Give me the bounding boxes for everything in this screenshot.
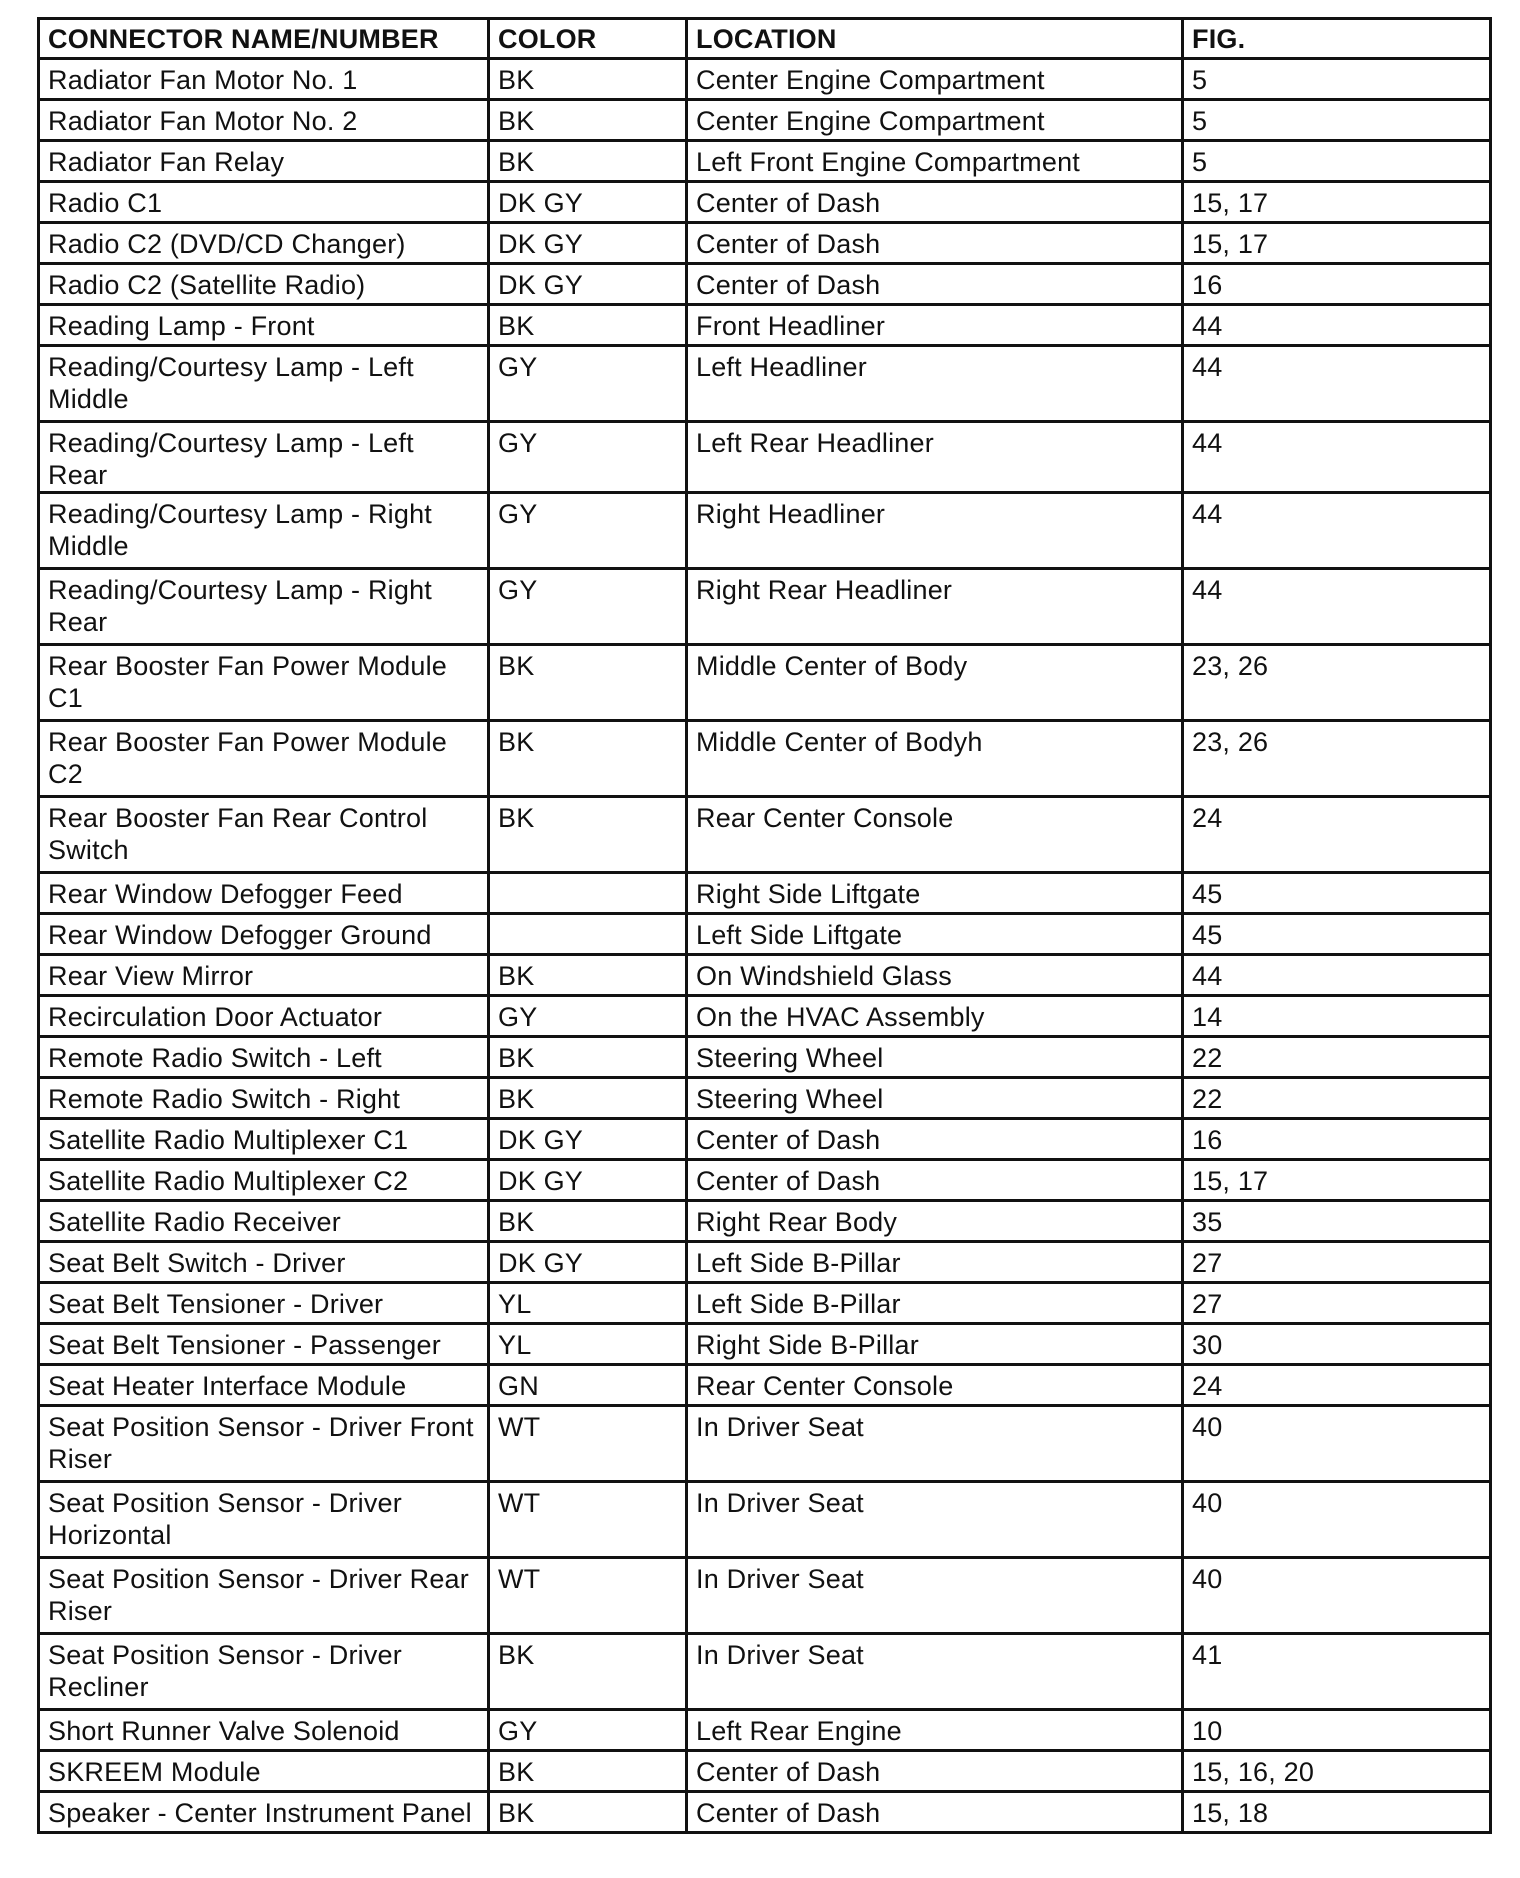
color-cell: DK GY <box>489 1160 687 1201</box>
color-cell: WT <box>489 1406 687 1482</box>
connector-name-cell: Radio C2 (Satellite Radio) <box>39 264 489 305</box>
color-cell: GY <box>489 422 687 493</box>
color-cell: BK <box>489 721 687 797</box>
color-cell: BK <box>489 645 687 721</box>
table-row <box>39 493 1491 569</box>
location-cell: Right Rear Headliner <box>687 569 1183 645</box>
color-cell: YL <box>489 1324 687 1365</box>
location-cell: Steering Wheel <box>687 1037 1183 1078</box>
color-cell: DK GY <box>489 223 687 264</box>
connector-name-cell: Remote Radio Switch - Right <box>39 1078 489 1119</box>
connector-name-cell: Rear Window Defogger Feed <box>39 873 489 914</box>
header-row <box>39 19 1491 59</box>
fig-cell: 44 <box>1183 346 1491 422</box>
connector-name-cell: Recirculation Door Actuator <box>39 996 489 1037</box>
fig-cell: 24 <box>1183 1365 1491 1406</box>
table-row <box>39 1119 1491 1160</box>
table-row <box>39 1792 1491 1833</box>
fig-cell: 27 <box>1183 1283 1491 1324</box>
connector-name-cell: Satellite Radio Receiver <box>39 1201 489 1242</box>
location-cell: Left Headliner <box>687 346 1183 422</box>
fig-cell: 44 <box>1183 955 1491 996</box>
table-row <box>39 305 1491 346</box>
location-cell: In Driver Seat <box>687 1482 1183 1558</box>
connector-name-cell: Short Runner Valve Solenoid <box>39 1710 489 1751</box>
fig-cell: 5 <box>1183 141 1491 182</box>
connector-name-cell: Radiator Fan Motor No. 1 <box>39 59 489 100</box>
connector-name-cell: Reading Lamp - Front <box>39 305 489 346</box>
table-row <box>39 955 1491 996</box>
color-cell: BK <box>489 305 687 346</box>
fig-cell: 45 <box>1183 914 1491 955</box>
table-row <box>39 873 1491 914</box>
connector-name-cell: Radiator Fan Motor No. 2 <box>39 100 489 141</box>
location-cell: In Driver Seat <box>687 1634 1183 1710</box>
fig-cell: 22 <box>1183 1037 1491 1078</box>
table-row <box>39 1558 1491 1634</box>
fig-cell: 5 <box>1183 100 1491 141</box>
table-row <box>39 1710 1491 1751</box>
color-cell: BK <box>489 100 687 141</box>
fig-cell: 44 <box>1183 305 1491 346</box>
table-row <box>39 223 1491 264</box>
location-cell: Left Side Liftgate <box>687 914 1183 955</box>
connector-table-page <box>37 17 1489 1834</box>
table-row <box>39 1751 1491 1792</box>
table-row <box>39 1078 1491 1119</box>
fig-cell: 45 <box>1183 873 1491 914</box>
connector-name-cell: Radiator Fan Relay <box>39 141 489 182</box>
table-row <box>39 996 1491 1037</box>
table-row <box>39 346 1491 422</box>
color-cell: BK <box>489 1751 687 1792</box>
connector-name-cell: Radio C1 <box>39 182 489 223</box>
header-connector-name: CONNECTOR NAME/NUMBER <box>39 19 489 59</box>
table-row <box>39 645 1491 721</box>
connector-name-cell: SKREEM Module <box>39 1751 489 1792</box>
connector-table <box>37 17 1492 1834</box>
fig-cell: 40 <box>1183 1558 1491 1634</box>
color-cell: WT <box>489 1558 687 1634</box>
fig-cell: 15, 18 <box>1183 1792 1491 1833</box>
connector-name-cell: Seat Heater Interface Module <box>39 1365 489 1406</box>
table-row <box>39 1365 1491 1406</box>
connector-name-cell: Seat Position Sensor - Driver Front Riser <box>39 1406 489 1482</box>
color-cell: DK GY <box>489 1242 687 1283</box>
fig-cell: 15, 17 <box>1183 182 1491 223</box>
color-cell: BK <box>489 955 687 996</box>
color-cell: GY <box>489 346 687 422</box>
header-color: COLOR <box>489 19 687 59</box>
connector-name-cell: Satellite Radio Multiplexer C2 <box>39 1160 489 1201</box>
location-cell: Middle Center of Bodyh <box>687 721 1183 797</box>
location-cell: Center Engine Compartment <box>687 59 1183 100</box>
color-cell: WT <box>489 1482 687 1558</box>
fig-cell: 44 <box>1183 422 1491 493</box>
fig-cell: 27 <box>1183 1242 1491 1283</box>
location-cell: Right Side B-Pillar <box>687 1324 1183 1365</box>
connector-name-cell: Satellite Radio Multiplexer C1 <box>39 1119 489 1160</box>
table-row <box>39 1283 1491 1324</box>
fig-cell: 41 <box>1183 1634 1491 1710</box>
table-row <box>39 797 1491 873</box>
table-body <box>39 59 1491 1833</box>
fig-cell: 30 <box>1183 1324 1491 1365</box>
location-cell: Center Engine Compartment <box>687 100 1183 141</box>
fig-cell: 10 <box>1183 1710 1491 1751</box>
table-row <box>39 1482 1491 1558</box>
fig-cell: 44 <box>1183 569 1491 645</box>
location-cell: On Windshield Glass <box>687 955 1183 996</box>
color-cell <box>489 914 687 955</box>
color-cell: BK <box>489 797 687 873</box>
connector-name-cell: Reading/Courtesy Lamp - Right Rear <box>39 569 489 645</box>
table-row <box>39 1634 1491 1710</box>
location-cell: Right Rear Body <box>687 1201 1183 1242</box>
color-cell: BK <box>489 1792 687 1833</box>
table-header <box>39 19 1491 59</box>
connector-name-cell: Seat Belt Tensioner - Driver <box>39 1283 489 1324</box>
fig-cell: 23, 26 <box>1183 645 1491 721</box>
location-cell: Front Headliner <box>687 305 1183 346</box>
location-cell: Left Rear Headliner <box>687 422 1183 493</box>
fig-cell: 16 <box>1183 1119 1491 1160</box>
color-cell: BK <box>489 1634 687 1710</box>
location-cell: Steering Wheel <box>687 1078 1183 1119</box>
fig-cell: 5 <box>1183 59 1491 100</box>
location-cell: Center of Dash <box>687 223 1183 264</box>
connector-name-cell: Speaker - Center Instrument Panel <box>39 1792 489 1833</box>
location-cell: Center of Dash <box>687 264 1183 305</box>
color-cell: GN <box>489 1365 687 1406</box>
connector-name-cell: Reading/Courtesy Lamp - Left Middle <box>39 346 489 422</box>
fig-cell: 15, 17 <box>1183 223 1491 264</box>
table-row <box>39 1037 1491 1078</box>
color-cell: YL <box>489 1283 687 1324</box>
table-row <box>39 1324 1491 1365</box>
table-row <box>39 721 1491 797</box>
table-row <box>39 914 1491 955</box>
color-cell: DK GY <box>489 182 687 223</box>
table-row <box>39 1160 1491 1201</box>
location-cell: Middle Center of Body <box>687 645 1183 721</box>
fig-cell: 15, 16, 20 <box>1183 1751 1491 1792</box>
fig-cell: 24 <box>1183 797 1491 873</box>
fig-cell: 15, 17 <box>1183 1160 1491 1201</box>
header-fig: FIG. <box>1183 19 1491 59</box>
table-row <box>39 182 1491 223</box>
location-cell: Left Front Engine Compartment <box>687 141 1183 182</box>
connector-name-cell: Seat Belt Tensioner - Passenger <box>39 1324 489 1365</box>
table-row <box>39 59 1491 100</box>
fig-cell: 23, 26 <box>1183 721 1491 797</box>
connector-name-cell: Radio C2 (DVD/CD Changer) <box>39 223 489 264</box>
fig-cell: 14 <box>1183 996 1491 1037</box>
connector-name-cell: Rear Window Defogger Ground <box>39 914 489 955</box>
connector-name-cell: Reading/Courtesy Lamp - Right Middle <box>39 493 489 569</box>
location-cell: Right Headliner <box>687 493 1183 569</box>
location-cell: Center of Dash <box>687 1792 1183 1833</box>
color-cell: GY <box>489 1710 687 1751</box>
location-cell: Right Side Liftgate <box>687 873 1183 914</box>
color-cell: BK <box>489 1037 687 1078</box>
color-cell: BK <box>489 59 687 100</box>
connector-name-cell: Seat Position Sensor - Driver Rear Riser <box>39 1558 489 1634</box>
color-cell <box>489 873 687 914</box>
location-cell: Center of Dash <box>687 1751 1183 1792</box>
color-cell: GY <box>489 493 687 569</box>
fig-cell: 40 <box>1183 1406 1491 1482</box>
fig-cell: 16 <box>1183 264 1491 305</box>
location-cell: Left Side B-Pillar <box>687 1283 1183 1324</box>
location-cell: Left Rear Engine <box>687 1710 1183 1751</box>
color-cell: BK <box>489 1201 687 1242</box>
connector-name-cell: Rear Booster Fan Power Module C1 <box>39 645 489 721</box>
location-cell: Rear Center Console <box>687 1365 1183 1406</box>
table-row <box>39 100 1491 141</box>
fig-cell: 22 <box>1183 1078 1491 1119</box>
connector-name-cell: Rear Booster Fan Rear Control Switch <box>39 797 489 873</box>
connector-name-cell: Seat Belt Switch - Driver <box>39 1242 489 1283</box>
color-cell: BK <box>489 141 687 182</box>
color-cell: GY <box>489 996 687 1037</box>
table-row <box>39 422 1491 493</box>
location-cell: Center of Dash <box>687 1160 1183 1201</box>
connector-name-cell: Rear Booster Fan Power Module C2 <box>39 721 489 797</box>
color-cell: BK <box>489 1078 687 1119</box>
color-cell: DK GY <box>489 264 687 305</box>
location-cell: Left Side B-Pillar <box>687 1242 1183 1283</box>
table-row <box>39 1242 1491 1283</box>
header-location: LOCATION <box>687 19 1183 59</box>
table-row <box>39 1201 1491 1242</box>
location-cell: Center of Dash <box>687 1119 1183 1160</box>
location-cell: Center of Dash <box>687 182 1183 223</box>
connector-name-cell: Reading/Courtesy Lamp - Left Rear <box>39 422 489 493</box>
color-cell: DK GY <box>489 1119 687 1160</box>
fig-cell: 35 <box>1183 1201 1491 1242</box>
connector-name-cell: Rear View Mirror <box>39 955 489 996</box>
location-cell: In Driver Seat <box>687 1558 1183 1634</box>
connector-name-cell: Seat Position Sensor - Driver Recliner <box>39 1634 489 1710</box>
table-row <box>39 1406 1491 1482</box>
table-row <box>39 569 1491 645</box>
table-row <box>39 141 1491 182</box>
color-cell: GY <box>489 569 687 645</box>
table-row <box>39 264 1491 305</box>
location-cell: On the HVAC Assembly <box>687 996 1183 1037</box>
location-cell: Rear Center Console <box>687 797 1183 873</box>
fig-cell: 40 <box>1183 1482 1491 1558</box>
connector-name-cell: Remote Radio Switch - Left <box>39 1037 489 1078</box>
connector-name-cell: Seat Position Sensor - Driver Horizontal <box>39 1482 489 1558</box>
fig-cell: 44 <box>1183 493 1491 569</box>
location-cell: In Driver Seat <box>687 1406 1183 1482</box>
